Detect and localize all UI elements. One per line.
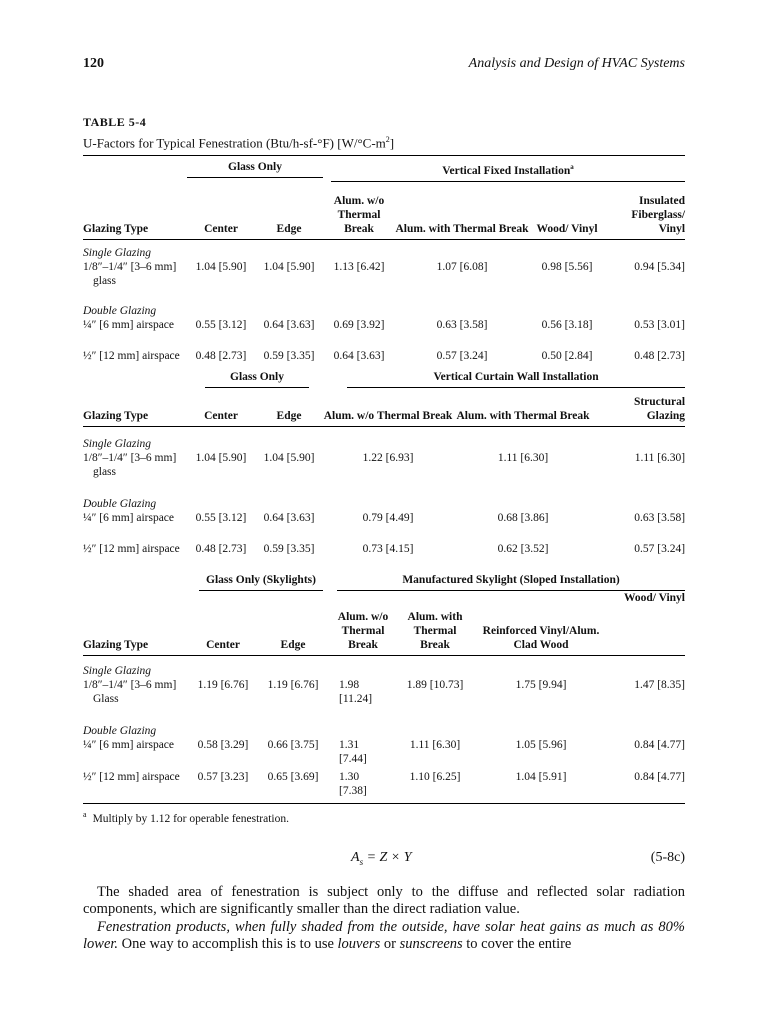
col-header: Alum. with Thermal Break [399,591,471,655]
col-header: Reinforced Vinyl/Alum. Clad Wood [471,591,611,655]
col-header: Alum. with Thermal Break [453,388,593,426]
col-header: Edge [255,182,323,240]
group-glass-only-skylights: Glass Only (Skylights) [199,573,323,591]
group-vertical-fixed: Vertical Fixed Installation$^a$ [331,160,685,182]
body-paragraph: Fenestration products, when fully shaded from the outside, have solar heat gains as much as 80% lower. One way to accomplish this is to use louvers or sunscreens to cover the entire [83,919,685,952]
col-header: Glazing Type [83,591,187,655]
table-label: TABLE 5-4 [83,115,147,129]
table-row: ½″ [12 mm] airspace 0.48 [2.73] 0.59 [3.35] 0.64 [3.63] 0.57 [3.24] 0.50 [2.84] 0.48 [2.73] [83,350,686,363]
equation-number: (5-8c) [650,850,685,865]
col-header: Alum. w/o Thermal Break [327,591,399,655]
col-header: Alum. w/o Thermal Break [323,182,395,240]
table-row: 1/8″–1/4″ [3–6 mm] Glass 1.19 [6.76] 1.19 [6.76] 1.98 [11.24] 1.89 [10.73] 1.75 [9.94] 1.47 [8.35] [83,678,686,705]
table-row: ½″ [12 mm] airspace 0.57 [3.23] 0.65 [3.69] 1.30 [7.38] 1.10 [6.25] 1.04 [5.91] 0.84 [4.77] [83,770,685,804]
col-header: Edge [259,591,327,655]
section-label: Single Glazing [83,664,152,677]
running-title: Analysis and Design of HVAC Systems [468,56,685,71]
col-header: Center [187,388,255,426]
page-number: 120 [83,56,104,71]
table-part-skylight [83,573,685,804]
table-row: ¼″ [6 mm] airspace 0.55 [3.12] 0.64 [3.63] 0.79 [4.49] 0.68 [3.86] 0.63 [3.58] [83,511,686,524]
equation-expression: $A_s = Z \times Y$ [351,850,412,867]
table-row: ¼″ [6 mm] airspace 0.55 [3.12] 0.64 [3.63] 0.69 [3.92] 0.63 [3.58] 0.56 [3.18] 0.53 [3.01] [83,319,686,332]
col-header: Insulated Fiberglass/ Vinyl [605,182,685,240]
table-part-curtain-wall [83,370,685,572]
col-header: Alum. w/o Thermal Break [323,388,453,426]
section-label: Double Glazing [83,724,157,737]
table-row: ½″ [12 mm] airspace 0.48 [2.73] 0.59 [3.35] 0.73 [4.15] 0.62 [3.52] 0.57 [3.24] [83,542,686,555]
group-glass-only: Glass Only [205,370,309,388]
table-footnote: $^a$ Multiply by 1.12 for operable fenestration. [83,810,289,825]
section-label: Single Glazing [83,437,152,450]
col-header: Center [187,182,255,240]
section-label: Double Glazing [83,305,157,318]
section-label: Double Glazing [83,497,157,510]
col-header: Wood/ Vinyl [529,182,605,240]
col-header: Alum. with Thermal Break [395,182,529,240]
body-paragraph: The shaded area of fenestration is subject only to the diffuse and reflected solar radiation components, which are significantly smaller than the direct radiation value. [83,884,685,917]
table-caption: U-Factors for Typical Fenestration (Btu/h-sf-°F) $[W/^\circ C-m^2]$ [83,135,395,151]
group-glass-only: Glass Only [187,160,323,178]
col-header: Glazing Type [83,182,187,240]
col-header: Glazing Type [83,388,187,426]
table-part-vertical-fixed [83,155,685,379]
group-curtain-wall: Vertical Curtain Wall Installation [347,370,685,388]
table-row: 1/8″–1/4″ [3–6 mm] glass 1.04 [5.90] 1.04 [5.90] 1.13 [6.42] 1.07 [6.08] 0.98 [5.56] 0.94 [5.34] [83,261,686,288]
col-header: Wood/ Vinyl [611,591,685,655]
group-manufactured-skylight: Manufactured Skylight (Sloped Installation) [337,573,685,591]
col-header: Center [187,591,259,655]
page-header [83,56,685,76]
table-row: ¼″ [6 mm] airspace 0.58 [3.29] 0.66 [3.75] 1.31 [7.44] 1.11 [6.30] 1.05 [5.96] 0.84 [4.77] [83,738,686,765]
col-header: Structural Glazing [593,388,685,426]
col-header: Edge [255,388,323,426]
section-label: Single Glazing [83,247,152,260]
table-row: 1/8″–1/4″ [3–6 mm] glass 1.04 [5.90] 1.04 [5.90] 1.22 [6.93] 1.11 [6.30] 1.11 [6.30] [83,451,686,478]
